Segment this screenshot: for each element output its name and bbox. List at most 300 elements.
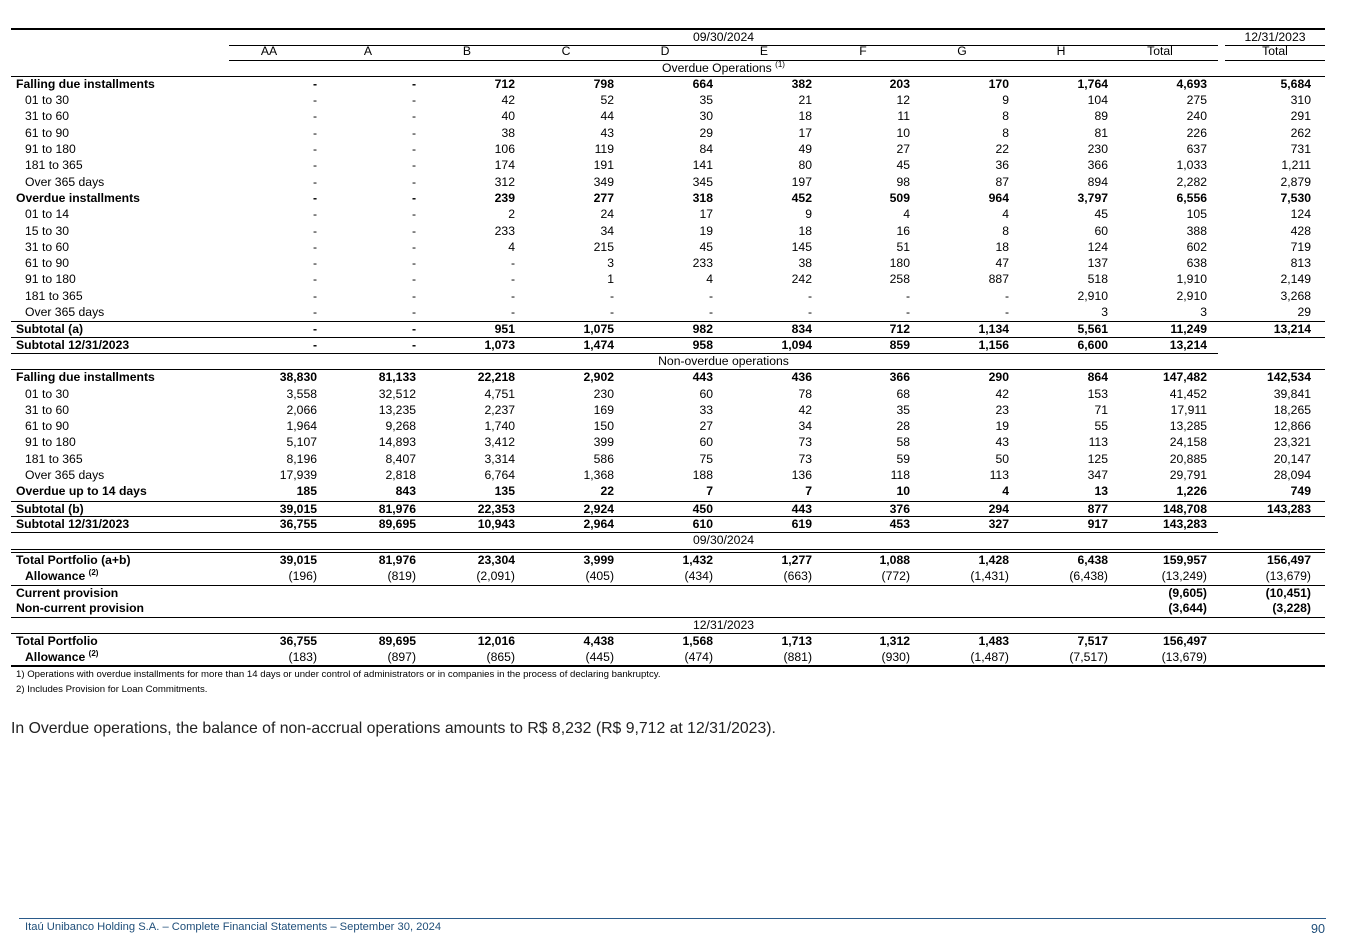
cell-a: - <box>411 288 416 303</box>
row-label-text: 61 to 90 <box>25 419 70 434</box>
table-row <box>11 435 1325 451</box>
cell-d: 60 <box>699 386 713 401</box>
cell-a: 89,695 <box>378 633 416 648</box>
cell-prior-total: 28,094 <box>1273 468 1311 483</box>
cell-g: 1,134 <box>978 322 1009 337</box>
cell-g: 22 <box>995 142 1009 157</box>
cell-e: 49 <box>798 142 812 157</box>
section-prior-label-text: 12/31/2023 <box>693 617 754 632</box>
cell-h: 81 <box>1094 125 1108 140</box>
cell-f: 98 <box>896 174 910 189</box>
cell-g: 170 <box>988 76 1009 91</box>
cell-g: 4 <box>1002 484 1009 499</box>
cell-aa: 17,939 <box>279 468 317 483</box>
cell-total: 602 <box>1186 239 1207 254</box>
cell-d: 84 <box>699 142 713 157</box>
row-label <box>11 403 69 419</box>
footer-title: Itaú Unibanco Holding S.A. – Complete Financial Statements – September 30, 2024 <box>25 921 442 933</box>
cell-aa: - <box>312 76 317 91</box>
cell-h: 894 <box>1087 174 1108 189</box>
cell-d: 60 <box>699 435 713 450</box>
cell-e: 242 <box>791 272 812 287</box>
cell-c: 3,999 <box>583 552 614 567</box>
section-overdue-label <box>229 61 1218 77</box>
cell-e: 834 <box>791 322 812 337</box>
cell-prior-total: 20,147 <box>1273 451 1311 466</box>
row-label <box>11 322 83 338</box>
cell-g: 113 <box>989 468 1009 483</box>
row-label <box>11 502 84 518</box>
row-label-text: Non-current provision <box>16 601 144 616</box>
row-label <box>11 207 69 223</box>
row-label <box>11 586 118 602</box>
cell-b: 10,943 <box>477 516 515 531</box>
cell-prior-total: 156,497 <box>1266 552 1311 567</box>
row-label <box>11 484 147 500</box>
row-label <box>11 569 98 585</box>
row-label <box>11 650 98 666</box>
cell-aa: 185 <box>296 484 317 499</box>
footnote-2: 2) Includes Provision for Loan Commitments. <box>16 684 208 695</box>
cell-prior-total: 813 <box>1290 256 1311 271</box>
cell-prior-total: (10,451) <box>1265 586 1311 601</box>
cell-f: 45 <box>896 158 910 173</box>
cell-h: 6,600 <box>1077 337 1108 352</box>
cell-c: - <box>609 288 614 303</box>
cell-b: 174 <box>494 158 515 173</box>
cell-g: 327 <box>988 516 1009 531</box>
cell-b: 106 <box>494 142 515 157</box>
cell-f: 58 <box>896 435 910 450</box>
cell-f: (772) <box>881 568 910 583</box>
section-totals-header <box>11 533 1325 549</box>
cell-f: 28 <box>896 419 910 434</box>
cell-b: 239 <box>494 190 515 205</box>
cell-f: - <box>905 305 910 320</box>
table-row <box>11 240 1325 256</box>
cell-d: 188 <box>692 468 713 483</box>
table-row <box>11 109 1325 125</box>
cell-d: 318 <box>692 190 713 205</box>
footnote-marker: (2) <box>88 567 99 577</box>
cell-g: 8 <box>1002 125 1009 140</box>
cell-g: - <box>1004 305 1009 320</box>
row-label-text: Total Portfolio <box>16 633 98 648</box>
cell-a: 81,133 <box>378 370 416 385</box>
cell-g: 1,156 <box>978 337 1009 352</box>
noncurrent-provision-row <box>11 601 1325 617</box>
cell-c: - <box>609 305 614 320</box>
cell-b: - <box>510 305 515 320</box>
cell-aa: - <box>312 239 317 254</box>
cell-d: 29 <box>699 125 713 140</box>
row-label-text: 01 to 14 <box>25 207 70 222</box>
table-row <box>11 289 1325 305</box>
cell-total: 156,497 <box>1162 633 1207 648</box>
table-row <box>11 370 1325 386</box>
cell-g: 87 <box>995 174 1009 189</box>
cell-prior-total: 12,866 <box>1273 419 1311 434</box>
cell-prior-total: 23,321 <box>1273 435 1311 450</box>
rule-segment <box>11 516 1325 517</box>
cell-total: 17,911 <box>1170 402 1207 417</box>
current-provision-row <box>11 585 1325 601</box>
cell-c: 24 <box>600 207 614 222</box>
cell-g: 42 <box>995 386 1009 401</box>
row-label <box>11 272 76 288</box>
cell-total: 637 <box>1186 142 1207 157</box>
cell-h: 89 <box>1094 109 1108 124</box>
table-row <box>11 419 1325 435</box>
cell-h: 5,561 <box>1077 322 1108 337</box>
cell-g: 19 <box>995 419 1009 434</box>
cell-a: 8,407 <box>385 451 416 466</box>
cell-h: 137 <box>1087 256 1108 271</box>
cell-g: 36 <box>995 158 1009 173</box>
table-row <box>11 272 1325 288</box>
row-label-text: Subtotal (a) <box>16 322 84 337</box>
cell-c: 586 <box>593 451 614 466</box>
cell-a: - <box>411 239 416 254</box>
cell-f: 51 <box>896 239 910 254</box>
cell-total: 105 <box>1186 207 1207 222</box>
cell-a: - <box>411 158 416 173</box>
table-row <box>11 403 1325 419</box>
cell-c: 22 <box>600 484 614 499</box>
cell-aa: - <box>312 272 317 287</box>
row-label <box>11 553 131 569</box>
cell-f: 376 <box>889 501 910 516</box>
cell-aa: - <box>312 223 317 238</box>
cell-h: 877 <box>1087 501 1108 516</box>
cell-aa: 38,830 <box>279 370 317 385</box>
cell-e: 1,713 <box>781 633 812 648</box>
cell-e: 9 <box>805 207 812 222</box>
cell-d: 1,568 <box>682 633 713 648</box>
row-label <box>11 240 69 256</box>
cell-h: 55 <box>1094 419 1108 434</box>
row-label <box>11 370 155 386</box>
cell-h: 2,910 <box>1077 288 1108 303</box>
cell-e: 136 <box>791 468 812 483</box>
cell-b: - <box>510 256 515 271</box>
row-label <box>11 224 69 240</box>
cell-f: 1,312 <box>879 633 910 648</box>
footnote-1: 1) Operations with overdue installments for more than 14 days or under control of administrators or in companies in the process of declaring bankruptcy. <box>16 669 661 680</box>
cell-g: 887 <box>988 272 1009 287</box>
cell-e: 42 <box>798 402 812 417</box>
cell-c: 44 <box>600 109 614 124</box>
cell-e: 197 <box>791 174 812 189</box>
cell-f: 180 <box>889 256 910 271</box>
cell-aa: 2,066 <box>286 402 317 417</box>
cell-total: 41,452 <box>1169 386 1207 401</box>
cell-g: 43 <box>995 435 1009 450</box>
table-row <box>11 175 1325 191</box>
cell-g: - <box>1004 288 1009 303</box>
cell-c: 277 <box>593 190 614 205</box>
section-totals-label <box>229 533 1218 549</box>
cell-c: 150 <box>593 419 614 434</box>
row-label-text: 31 to 60 <box>25 109 70 124</box>
row-label-text: 91 to 180 <box>25 142 76 157</box>
cell-c: 119 <box>594 142 614 157</box>
row-label-text: 15 to 30 <box>25 223 70 238</box>
cell-a: - <box>411 272 416 287</box>
row-label-text: 181 to 365 <box>25 451 83 466</box>
cell-e: 7 <box>805 484 812 499</box>
cell-prior-total: 13,214 <box>1273 322 1311 337</box>
cell-total: 1,910 <box>1176 272 1207 287</box>
cell-d: (474) <box>684 650 713 665</box>
row-label <box>11 142 76 158</box>
cell-e: 78 <box>798 386 812 401</box>
table-row <box>11 452 1325 468</box>
cell-a: 32,512 <box>378 386 416 401</box>
cell-e: (663) <box>783 568 812 583</box>
footnotes <box>16 667 661 697</box>
period-current-label-text: 09/30/2024 <box>693 30 754 44</box>
cell-c: 215 <box>593 239 614 254</box>
cell-c: (405) <box>585 568 614 583</box>
footnote-marker: (2) <box>88 649 99 659</box>
cell-aa: - <box>312 207 317 222</box>
cell-a: - <box>411 93 416 108</box>
row-label <box>11 109 69 125</box>
cell-prior-total: 18,265 <box>1273 402 1311 417</box>
cell-total: 2,910 <box>1176 288 1207 303</box>
cell-g: 47 <box>995 256 1009 271</box>
cell-total: 1,226 <box>1176 484 1207 499</box>
row-label-text: Over 365 days <box>25 468 105 483</box>
cell-a: - <box>411 190 416 205</box>
cell-total: 638 <box>1186 256 1207 271</box>
cell-h: 13 <box>1094 484 1108 499</box>
row-label <box>11 256 69 272</box>
cell-d: 33 <box>699 402 713 417</box>
column-header-a: A <box>363 44 373 59</box>
cell-d: 958 <box>692 337 713 352</box>
row-label-text: 01 to 30 <box>25 93 70 108</box>
cell-aa: - <box>312 322 317 337</box>
cell-total: 29,791 <box>1169 468 1207 483</box>
cell-aa: - <box>312 288 317 303</box>
cell-d: 982 <box>692 322 713 337</box>
cell-prior-total: 39,841 <box>1273 386 1311 401</box>
rule-segment <box>11 552 1325 553</box>
cell-total: 11,249 <box>1170 322 1207 337</box>
row-label <box>11 452 83 468</box>
row-label <box>11 175 104 191</box>
cell-b: 2,237 <box>484 402 515 417</box>
cell-total: 3 <box>1200 305 1207 320</box>
cell-h: 113 <box>1088 435 1108 450</box>
cell-g: 1,483 <box>978 633 1009 648</box>
cell-total: 159,957 <box>1162 552 1207 567</box>
cell-a: - <box>411 337 416 352</box>
cell-f: 258 <box>889 272 910 287</box>
cell-c: 169 <box>593 402 614 417</box>
cell-a: (897) <box>387 650 416 665</box>
cell-b: 4 <box>508 239 515 254</box>
cell-f: 16 <box>896 223 910 238</box>
cell-aa: 3,558 <box>286 386 317 401</box>
cell-a: 9,268 <box>385 419 416 434</box>
cell-g: 50 <box>995 451 1009 466</box>
row-label <box>11 634 98 650</box>
cell-g: 294 <box>988 501 1009 516</box>
cell-total: 4,693 <box>1176 76 1207 91</box>
cell-a: - <box>411 207 416 222</box>
cell-total: 226 <box>1186 125 1207 140</box>
row-label-text: 181 to 365 <box>25 288 83 303</box>
cell-e: 619 <box>791 516 812 531</box>
cell-e: (881) <box>783 650 812 665</box>
row-label <box>11 305 104 321</box>
row-label <box>11 419 69 435</box>
cell-total: (13,249) <box>1161 568 1207 583</box>
cell-f: 12 <box>896 93 910 108</box>
cell-d: 35 <box>699 93 713 108</box>
column-header-f: F <box>859 44 867 59</box>
cell-c: 52 <box>600 93 614 108</box>
cell-prior-total: 262 <box>1290 125 1311 140</box>
table-row <box>11 387 1325 403</box>
cell-d: 1,432 <box>682 552 713 567</box>
cell-total: 20,885 <box>1169 451 1207 466</box>
cell-h: 71 <box>1094 402 1108 417</box>
cell-c: 3 <box>607 256 614 271</box>
cell-e: 80 <box>798 158 812 173</box>
cell-g: 290 <box>988 370 1009 385</box>
table-row <box>11 126 1325 142</box>
cell-f: 118 <box>890 468 910 483</box>
period-prior-label-text: 12/31/2023 <box>1244 30 1306 44</box>
cell-e: 21 <box>798 93 812 108</box>
cell-aa: - <box>312 109 317 124</box>
cell-b: 312 <box>494 174 515 189</box>
cell-prior-total: 428 <box>1290 223 1311 238</box>
table-row <box>11 634 1325 650</box>
cell-c: 349 <box>593 174 614 189</box>
cell-d: 4 <box>706 272 713 287</box>
table-row <box>11 484 1325 500</box>
cell-b: 4,751 <box>484 386 515 401</box>
row-label-text: 01 to 30 <box>25 386 70 401</box>
cell-d: 443 <box>692 370 713 385</box>
cell-b: - <box>510 288 515 303</box>
footnote-marker: (1) <box>775 59 785 69</box>
row-label <box>11 126 69 142</box>
cell-prior-total: 143,283 <box>1266 501 1311 516</box>
cell-a: - <box>411 305 416 320</box>
table-row <box>11 224 1325 240</box>
cell-total: 13,214 <box>1169 337 1207 352</box>
cell-c: 230 <box>593 386 614 401</box>
cell-h: 7,517 <box>1077 633 1108 648</box>
cell-total: 148,708 <box>1162 501 1207 516</box>
column-header-e: E <box>759 44 769 59</box>
cell-e: 145 <box>791 239 812 254</box>
cell-aa: - <box>312 142 317 157</box>
cell-prior-total: 142,534 <box>1266 370 1311 385</box>
cell-h: 917 <box>1087 516 1108 531</box>
cell-aa: - <box>312 174 317 189</box>
cell-e: 17 <box>798 125 812 140</box>
section-overdue-label-text: Overdue Operations <box>662 60 772 75</box>
cell-prior-total: 7,530 <box>1280 190 1311 205</box>
cell-total: 147,482 <box>1162 370 1207 385</box>
cell-h: 125 <box>1087 451 1108 466</box>
row-label-text: Over 365 days <box>25 305 105 320</box>
cell-a: 13,235 <box>378 402 416 417</box>
row-label-text: Subtotal 12/31/2023 <box>16 337 130 352</box>
cell-b: 23,304 <box>477 552 515 567</box>
cell-d: 7 <box>706 484 713 499</box>
cell-f: 68 <box>896 386 910 401</box>
table-row <box>11 553 1325 569</box>
cell-h: 3 <box>1101 305 1108 320</box>
section-prior-label <box>229 618 1218 634</box>
period-prior-label <box>1225 30 1325 46</box>
cell-total: 6,556 <box>1176 190 1207 205</box>
table-row <box>11 77 1325 93</box>
cell-h: 124 <box>1087 239 1108 254</box>
cell-g: (1,487) <box>970 650 1009 665</box>
row-label-text: 31 to 60 <box>25 402 70 417</box>
row-label-text: 31 to 60 <box>25 239 70 254</box>
cell-g: 1,428 <box>978 552 1009 567</box>
section-nonoverdue-label-text: Non-overdue operations <box>658 353 789 368</box>
row-label-text: 181 to 365 <box>25 158 83 173</box>
row-label-text: Over 365 days <box>25 174 105 189</box>
row-label <box>11 289 83 305</box>
cell-a: 81,976 <box>378 501 416 516</box>
cell-total: 275 <box>1186 93 1207 108</box>
cell-aa: (183) <box>288 650 317 665</box>
section-nonoverdue-header <box>11 354 1325 370</box>
table-row <box>11 158 1325 174</box>
cell-f: 453 <box>889 516 910 531</box>
cell-total: (13,679) <box>1161 650 1207 665</box>
header-period-row <box>11 28 1325 44</box>
cell-f: 366 <box>889 370 910 385</box>
cell-total: (9,605) <box>1168 586 1207 601</box>
cell-d: 30 <box>699 109 713 124</box>
cell-b: 40 <box>501 109 515 124</box>
table-row <box>11 142 1325 158</box>
cell-a: - <box>411 125 416 140</box>
cell-f: 203 <box>889 76 910 91</box>
cell-total: 143,283 <box>1162 516 1207 531</box>
cell-b: 951 <box>494 322 515 337</box>
cell-f: 10 <box>896 484 910 499</box>
cell-a: 843 <box>395 484 416 499</box>
row-label <box>11 517 129 533</box>
cell-b: 38 <box>501 125 515 140</box>
cell-a: 81,976 <box>378 552 416 567</box>
table-row <box>11 305 1325 321</box>
rule-segment <box>11 337 1325 338</box>
row-label-text: Total Portfolio (a+b) <box>16 552 131 567</box>
cell-d: 19 <box>699 223 713 238</box>
column-header-aa: AA <box>260 44 278 59</box>
cell-prior-total: 124 <box>1290 207 1311 222</box>
cell-f: 712 <box>889 322 910 337</box>
cell-e: 436 <box>791 370 812 385</box>
row-label-text: Overdue up to 14 days <box>16 484 147 499</box>
cell-d: 75 <box>699 451 713 466</box>
